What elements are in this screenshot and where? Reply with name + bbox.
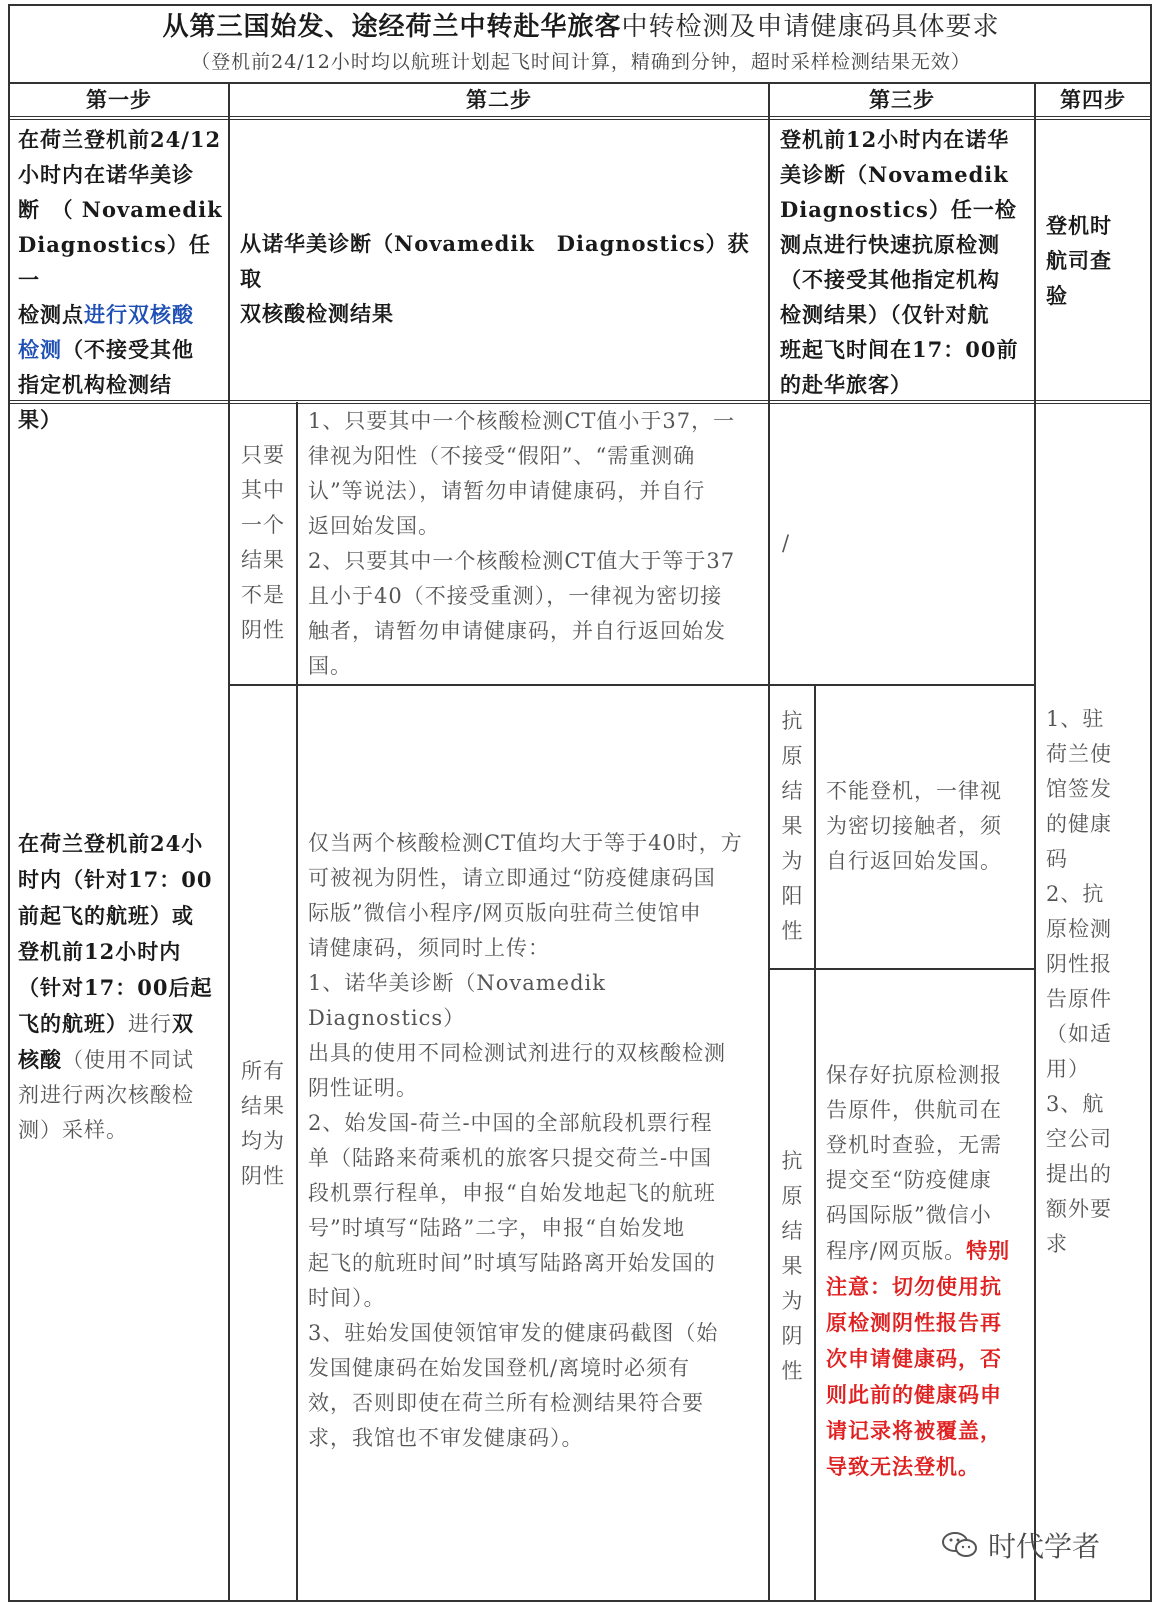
cond-col-divider <box>296 402 298 1602</box>
antigen-positive-detail: 不能登机，一律视 为密切接触者，须 自行返回始发国。 <box>826 779 1002 873</box>
row2-step1-cell <box>18 826 224 1148</box>
antigen-result-divider <box>768 968 1034 970</box>
column-header-step1: 第一步 <box>86 87 152 112</box>
antigen-label-divider <box>814 684 816 1602</box>
all-negative-detail: 仅当两个核酸检测CT值均大于等于40时，方 可被视为阴性，请立即通过“防疫健康码国 际版”微信小程序/网页版向驻荷兰使馆申 请健康码，须同时上传： 1、诺华美诊断（Novamedik Diagnostics） 出具的使用不同检测试剂进行的双核酸检测 阴性证明。 2、始发国-荷兰-中国的全部航段机票行程 单（陆路来荷乘机的旅客只提交荷兰-中国 段机票行程单，申报“自始发地起飞的航班 号”时填写“陆路”二字，申报“自始发地 起飞的航班时间”时填写陆路离开始发国的 时间）。 3、驻始发国使领馆审发的健康码截图（始 发国健康码在始发国登机/离境时必须有 效，否则即使在荷兰所有检测结果符合要 求，我馆也不审发健康码）。 <box>308 831 743 1450</box>
row2-step1-tail: （使用不同试 剂进行两次核酸检 测）采样。 <box>18 1048 194 1142</box>
cond-all-negative-label: 所有 结果 均为 阴性 <box>241 1059 285 1188</box>
row2-step1-mid: 进行 <box>128 1012 172 1036</box>
row2-step1-bold-a: 在荷兰登机前24小 时内（针对17：00 前起飞的航班）或 登机前12小时内 （针对17：00后起 飞的航班） <box>18 831 213 1036</box>
step3-not-applicable: / <box>782 531 791 555</box>
column-header-divider <box>8 116 1152 120</box>
row1-step3-text: 登机前12小时内在诺华 美诊断（Novamedik Diagnostics）任一检 测点进行快速抗原检测 （不接受其他指定机构 检测结果）（仅针对航 班起飞时间在17：00前 的赴华旅客） <box>780 127 1019 397</box>
col-divider-2 <box>768 82 770 1602</box>
title-bold-part: 从第三国始发、途经荷兰中转赴华旅客 <box>162 12 622 42</box>
row1-step1-text-b: （不接受其他 指定机构检测结 果） <box>18 337 194 432</box>
table-border-right <box>1150 4 1152 1602</box>
column-header-step2: 第二步 <box>466 87 532 112</box>
column-header-step3: 第三步 <box>869 87 935 112</box>
antigen-negative-warning: 特别 注意：切勿使用抗 原检测阴性报告再 次申请健康码，否 则此前的健康码申 请记录将被覆盖， 导致无法登机。 <box>826 1238 1011 1479</box>
antigen-negative-detail: 保存好抗原检测报 告原件，供航司在 登机时查验，无需 提交至“防疫健康 码国际版”微信小 程序/网页版。 <box>826 1063 1002 1263</box>
step3-row-divider <box>768 684 1034 686</box>
wechat-icon <box>940 1530 980 1560</box>
not-negative-detail: 1、只要其中一个核酸检测CT值小于37，一 律视为阳性（不接受“假阳”、“需重测确 认”等说法），请暂勿申请健康码，并自行 返回始发国。 2、只要其中一个核酸检测CT值大于等于37 且小于40（不接受重测），一律视为密切接 触者，请暂勿申请健康码，并自行返回始发 国。 <box>308 409 736 678</box>
table-border-top <box>8 4 1152 6</box>
row1-step2-text: 从诺华美诊断（Novamedik Diagnostics）获取 双核酸检测结果 <box>240 231 750 326</box>
col-divider-3 <box>1034 82 1036 1602</box>
table-border-left <box>8 4 10 1602</box>
column-header-step4: 第四步 <box>1060 87 1126 112</box>
antigen-negative-cell <box>826 1058 1030 1485</box>
row2-step1-bold-b: 双 核酸 <box>18 1011 194 1072</box>
page-title <box>0 8 1162 46</box>
col-divider-1 <box>228 82 230 1602</box>
cond-not-negative-label: 只要 其中 一个 结果 不是 阴性 <box>241 443 285 642</box>
page-subtitle: （登机前24/12小时均以航班计划起飞时间计算，精确到分钟，超时采样检测结果无效） <box>191 51 971 73</box>
antigen-positive-label: 抗 原 结 果 为 阳 性 <box>781 709 803 943</box>
antigen-negative-label: 抗 原 结 果 为 阴 性 <box>781 1149 803 1383</box>
row2-step4-text: 1、驻 荷兰使 馆签发 的健康 码 2、抗 原检测 阴性报 告原件 （如适 用） 3、航 空公司 提出的 额外要 求 <box>1046 707 1112 1256</box>
row1-step1-text-a: 在荷兰登机前24/12 小时内在诺华美诊 断 （ Novamedik Diagnostics）任一 检测点 <box>18 127 223 327</box>
row1-step1-cell <box>18 122 224 437</box>
cond-row-divider <box>228 684 768 686</box>
watermark <box>940 1520 1140 1570</box>
watermark-text: 时代学者 <box>988 1530 1101 1563</box>
table-border-bottom <box>8 1600 1152 1602</box>
title-rest-part: 中转检测及申请健康码具体要求 <box>621 12 1000 42</box>
row1-step1-highlight: 进行双核酸 检测 <box>18 302 194 362</box>
row1-step4-text: 登机时 航司查 验 <box>1046 213 1112 308</box>
